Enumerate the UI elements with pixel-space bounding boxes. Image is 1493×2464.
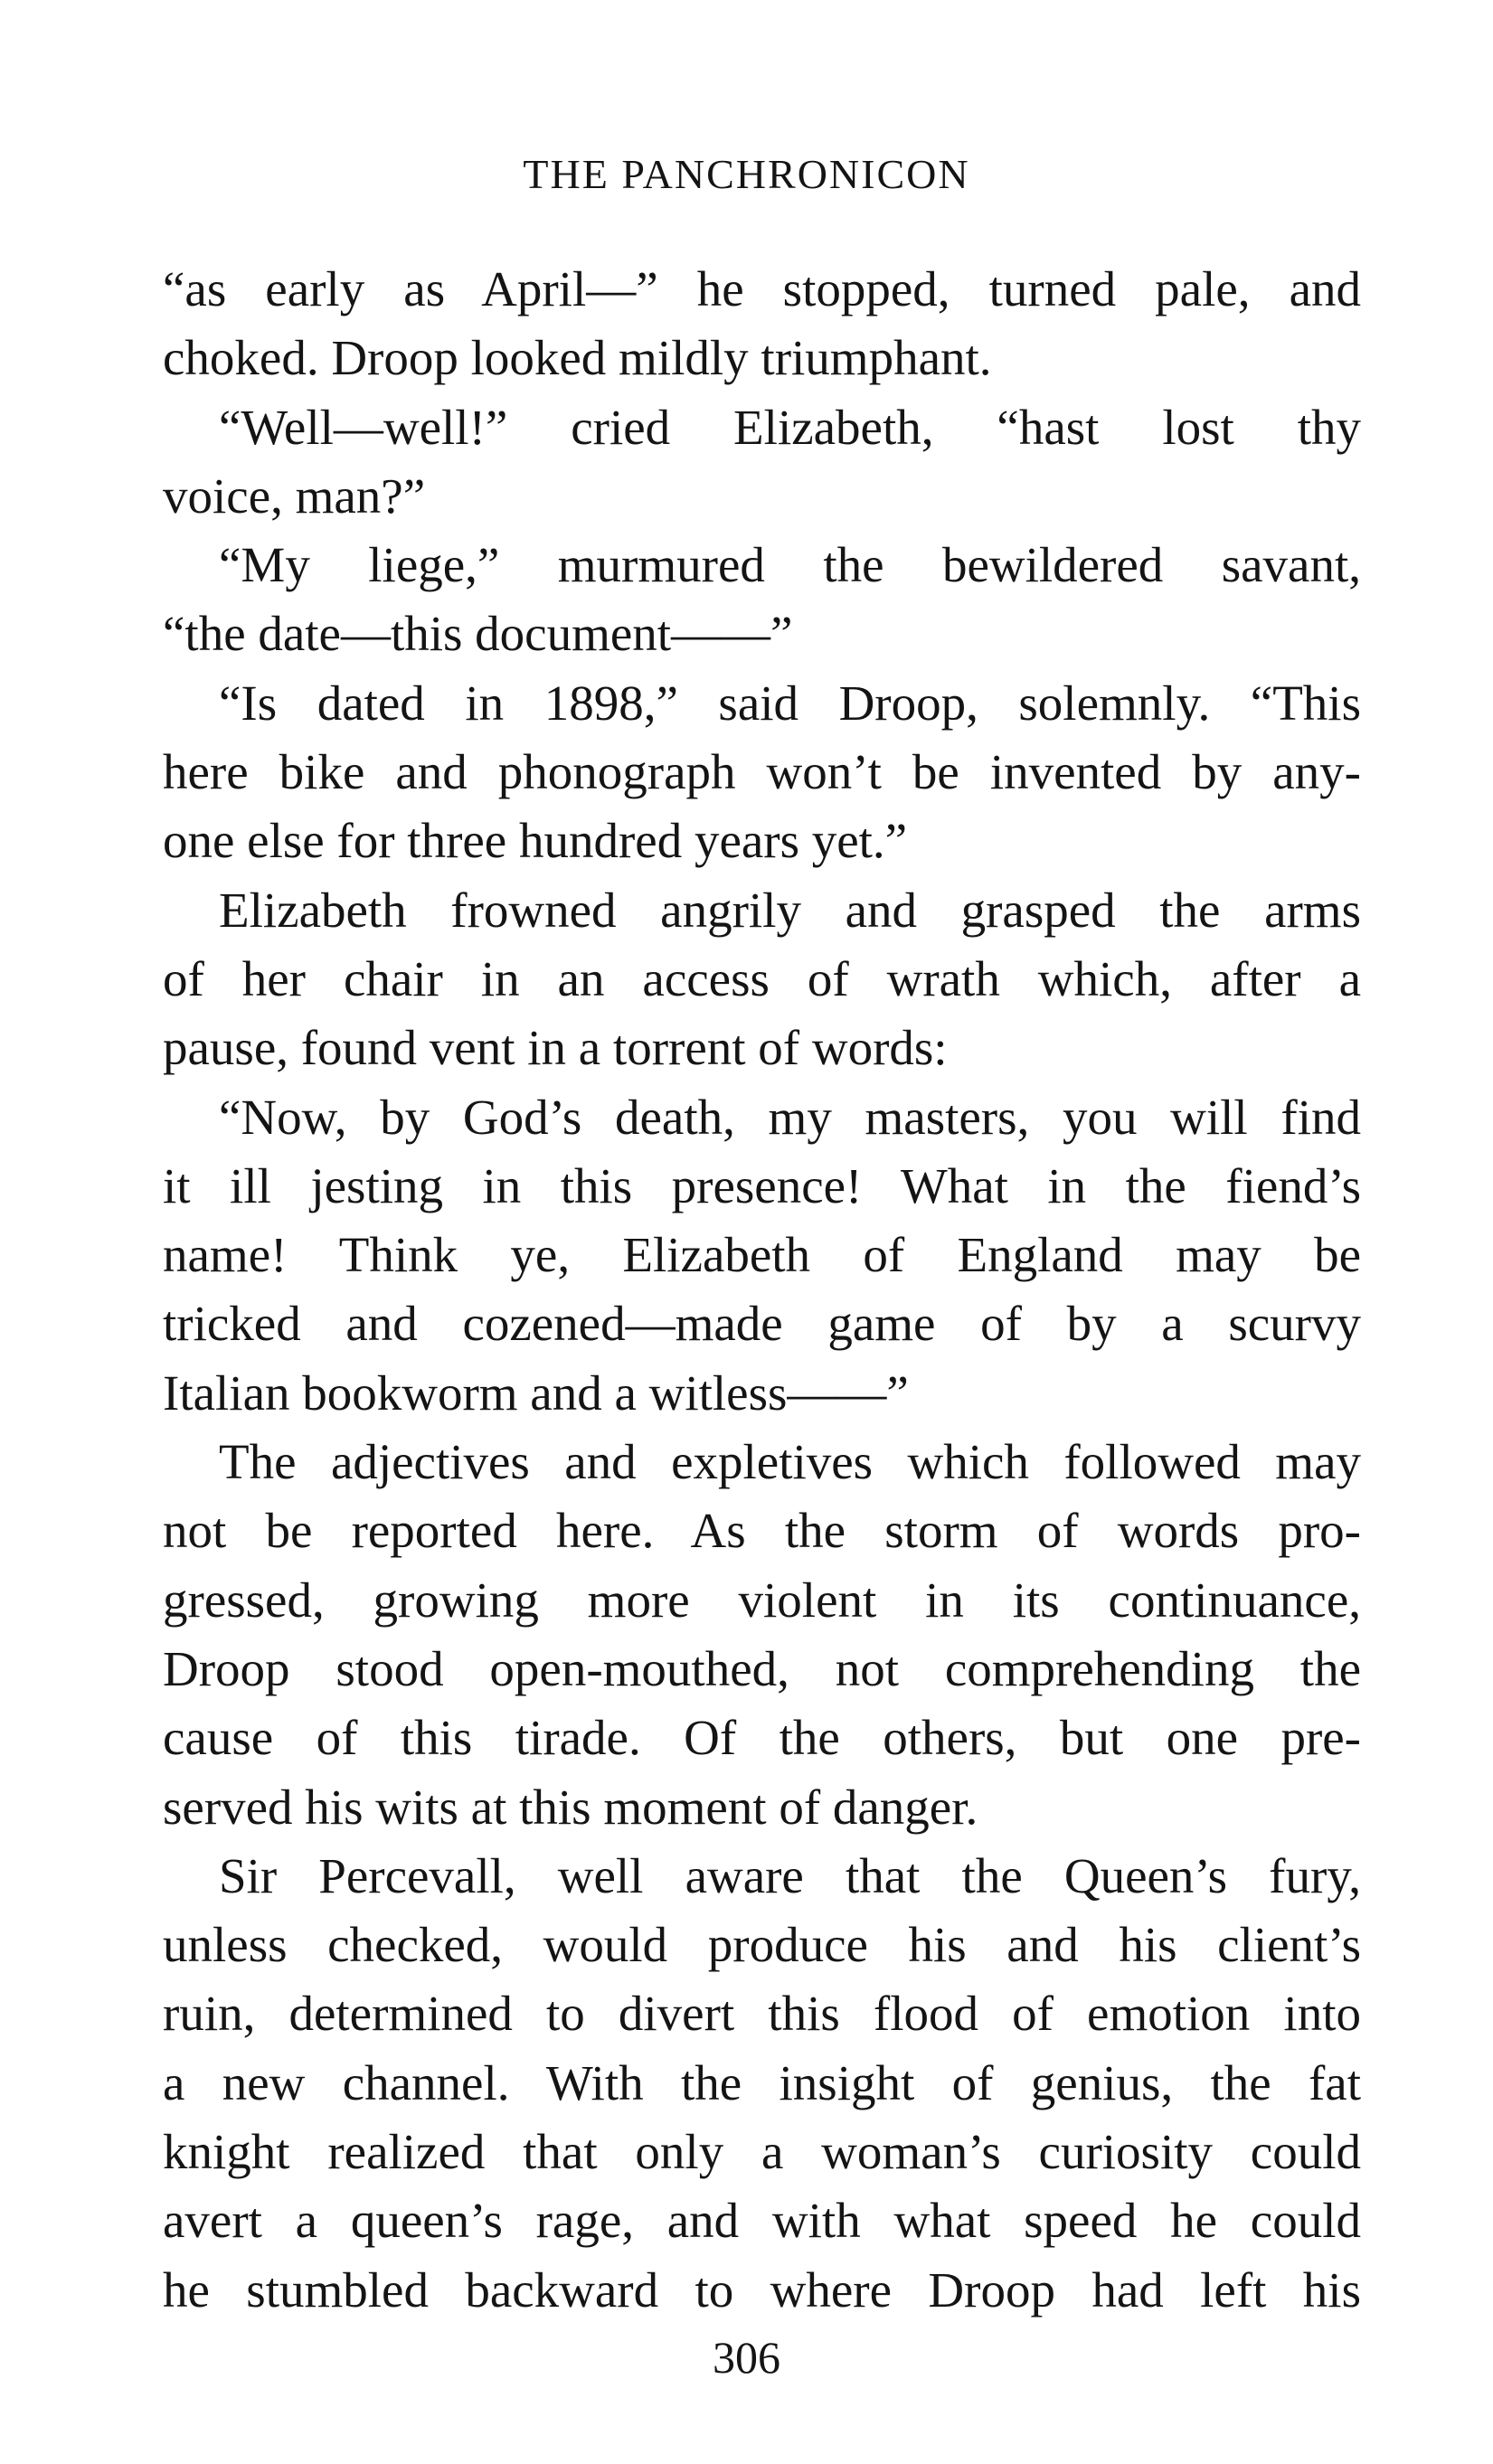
text-line: “My liege,” murmured the bewildered savant, xyxy=(219,537,1361,593)
text-line: pause, found vent in a torrent of words: xyxy=(163,1020,948,1076)
text-line: served his wits at this moment of danger. xyxy=(163,1779,978,1835)
running-head: THE PANCHRONICON xyxy=(523,151,970,197)
text-line: it ill jesting in this presence! What in the fiend’s xyxy=(163,1157,1361,1213)
text-line: here bike and phonograph won’t be invented by any- xyxy=(163,744,1361,800)
page-number: 306 xyxy=(713,2332,780,2383)
text-line: name! Think ye, Elizabeth of England may be xyxy=(163,1227,1361,1283)
text-line: Sir Percevall, well aware that the Queen’s fury, xyxy=(219,1847,1361,1903)
text-line: a new channel. With the insight of genius, the fat xyxy=(163,2054,1361,2110)
text-line: he stumbled backward to where Droop had left his xyxy=(163,2261,1361,2318)
text-line: knight realized that only a woman’s curiosity could xyxy=(163,2124,1361,2180)
text-line: Droop stood open-mouthed, not comprehending the xyxy=(163,1640,1361,1696)
text-line: “Is dated in 1898,” said Droop, solemnly. “This xyxy=(219,675,1361,731)
text-line: one else for three hundred years yet.” xyxy=(163,813,908,869)
text-line: Italian bookworm and a witless——” xyxy=(163,1364,909,1421)
text-line: cause of this tirade. Of the others, but one pre- xyxy=(163,1710,1361,1766)
text-line: “as early as April—” he stopped, turned pale, and xyxy=(163,261,1361,316)
text-line: choked. Droop looked mildly triumphant. xyxy=(163,330,992,386)
text-line: gressed, growing more violent in its continuance, xyxy=(163,1572,1361,1628)
text-line: “Now, by God’s death, my masters, you will find xyxy=(219,1089,1361,1145)
text-line: avert a queen’s rage, and with what speed he could xyxy=(163,2193,1361,2249)
text-line: tricked and cozened—made game of by a scurvy xyxy=(163,1296,1361,1352)
text-line: “Well—well!” cried Elizabeth, “hast lost thy xyxy=(219,399,1361,455)
text-line: not be reported here. As the storm of words pro- xyxy=(163,1503,1361,1559)
text-line: The adjectives and expletives which followed may xyxy=(219,1434,1361,1490)
text-line: “the date—this document——” xyxy=(163,606,793,662)
text-line: of her chair in an access of wrath which, after a xyxy=(163,950,1361,1006)
body-text xyxy=(163,255,1361,2325)
text-line: ruin, determined to divert this flood of emotion into xyxy=(163,1986,1361,2042)
text-line: voice, man?” xyxy=(163,467,426,524)
text-line: Elizabeth frowned angrily and grasped the arms xyxy=(219,882,1361,938)
text-line: unless checked, would produce his and his client’s xyxy=(163,1917,1361,1973)
